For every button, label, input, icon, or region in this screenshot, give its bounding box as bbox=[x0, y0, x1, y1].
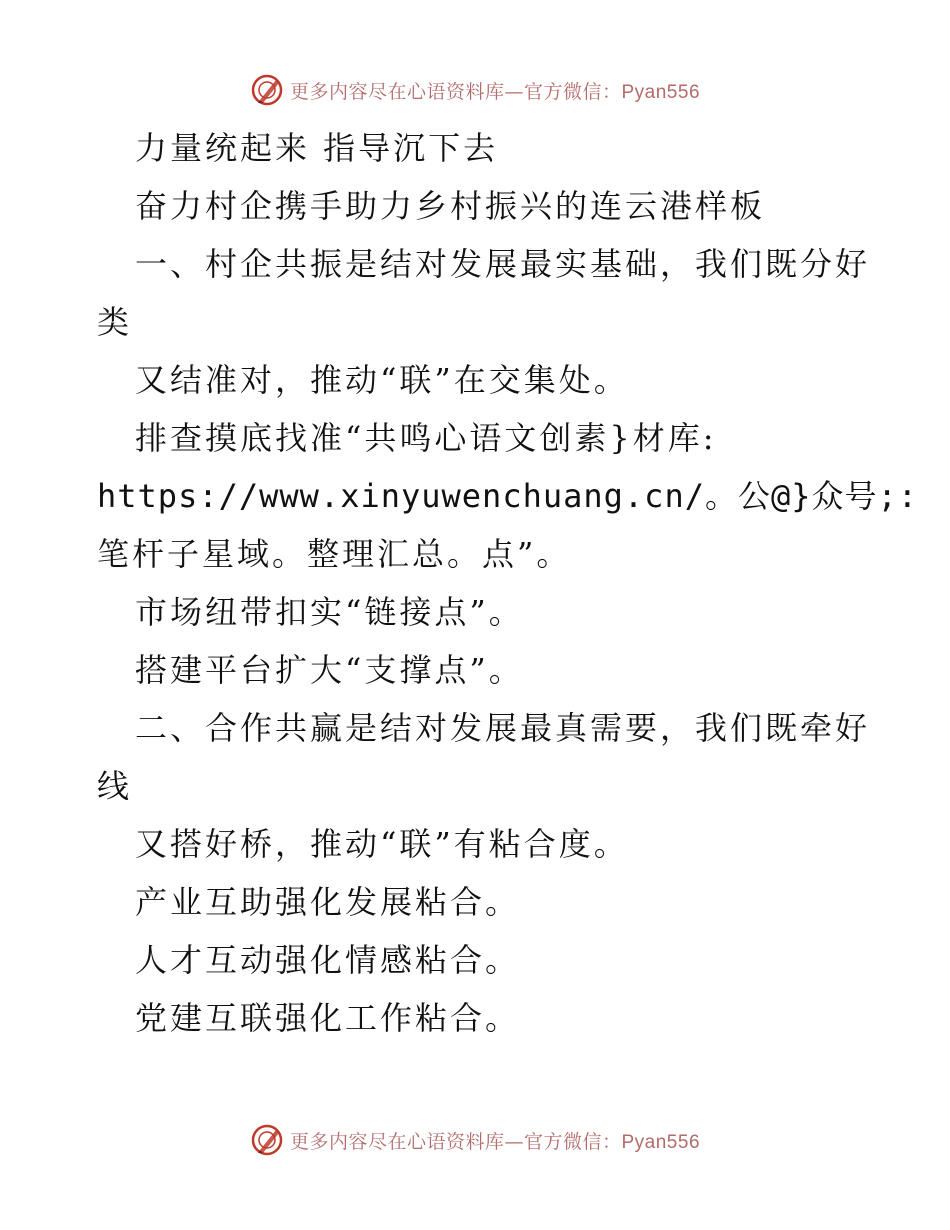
paragraph-line: 又结准对，推动“联”在交集处。 bbox=[135, 361, 629, 399]
pen-logo-icon bbox=[250, 1123, 284, 1157]
section-2-title: 二、合作共赢是结对发展最真需要，我们既牵好 bbox=[135, 709, 871, 747]
url-line: https://www.xinyuwenchuang.cn/。公@}众号;: bbox=[97, 477, 919, 515]
pen-logo-icon bbox=[250, 73, 284, 107]
paragraph-line: 搭建平台扩大“支撑点”。 bbox=[135, 651, 524, 689]
section-1-title-cont: 类 bbox=[97, 303, 133, 341]
heading-line-1: 力量统起来 指导沉下去 bbox=[135, 129, 499, 167]
section-2-title-cont: 线 bbox=[97, 767, 133, 805]
watermark-text: 更多内容尽在心语资料库—官方微信：Pyan556 bbox=[289, 1130, 701, 1153]
paragraph-line: 党建互联强化工作粘合。 bbox=[135, 999, 521, 1037]
paragraph-line: 排查摸底找准“共鸣心语文创素}材库: bbox=[135, 419, 717, 457]
footer-watermark bbox=[0, 1120, 950, 1160]
header-watermark bbox=[0, 70, 950, 110]
paragraph-line: 人才互动强化情感粘合。 bbox=[135, 941, 521, 979]
paragraph-line: 市场纽带扣实“链接点”。 bbox=[135, 593, 524, 631]
paragraph-line: 笔杆子星域。整理汇总。点”。 bbox=[97, 535, 572, 573]
paragraph-line: 产业互助强化发展粘合。 bbox=[135, 883, 521, 921]
watermark-text: 更多内容尽在心语资料库—官方微信：Pyan556 bbox=[289, 80, 701, 103]
heading-line-2: 奋力村企携手助力乡村振兴的连云港样板 bbox=[135, 187, 766, 225]
paragraph-line: 又搭好桥，推动“联”有粘合度。 bbox=[135, 825, 629, 863]
section-1-title: 一、村企共振是结对发展最实基础，我们既分好 bbox=[135, 245, 871, 283]
